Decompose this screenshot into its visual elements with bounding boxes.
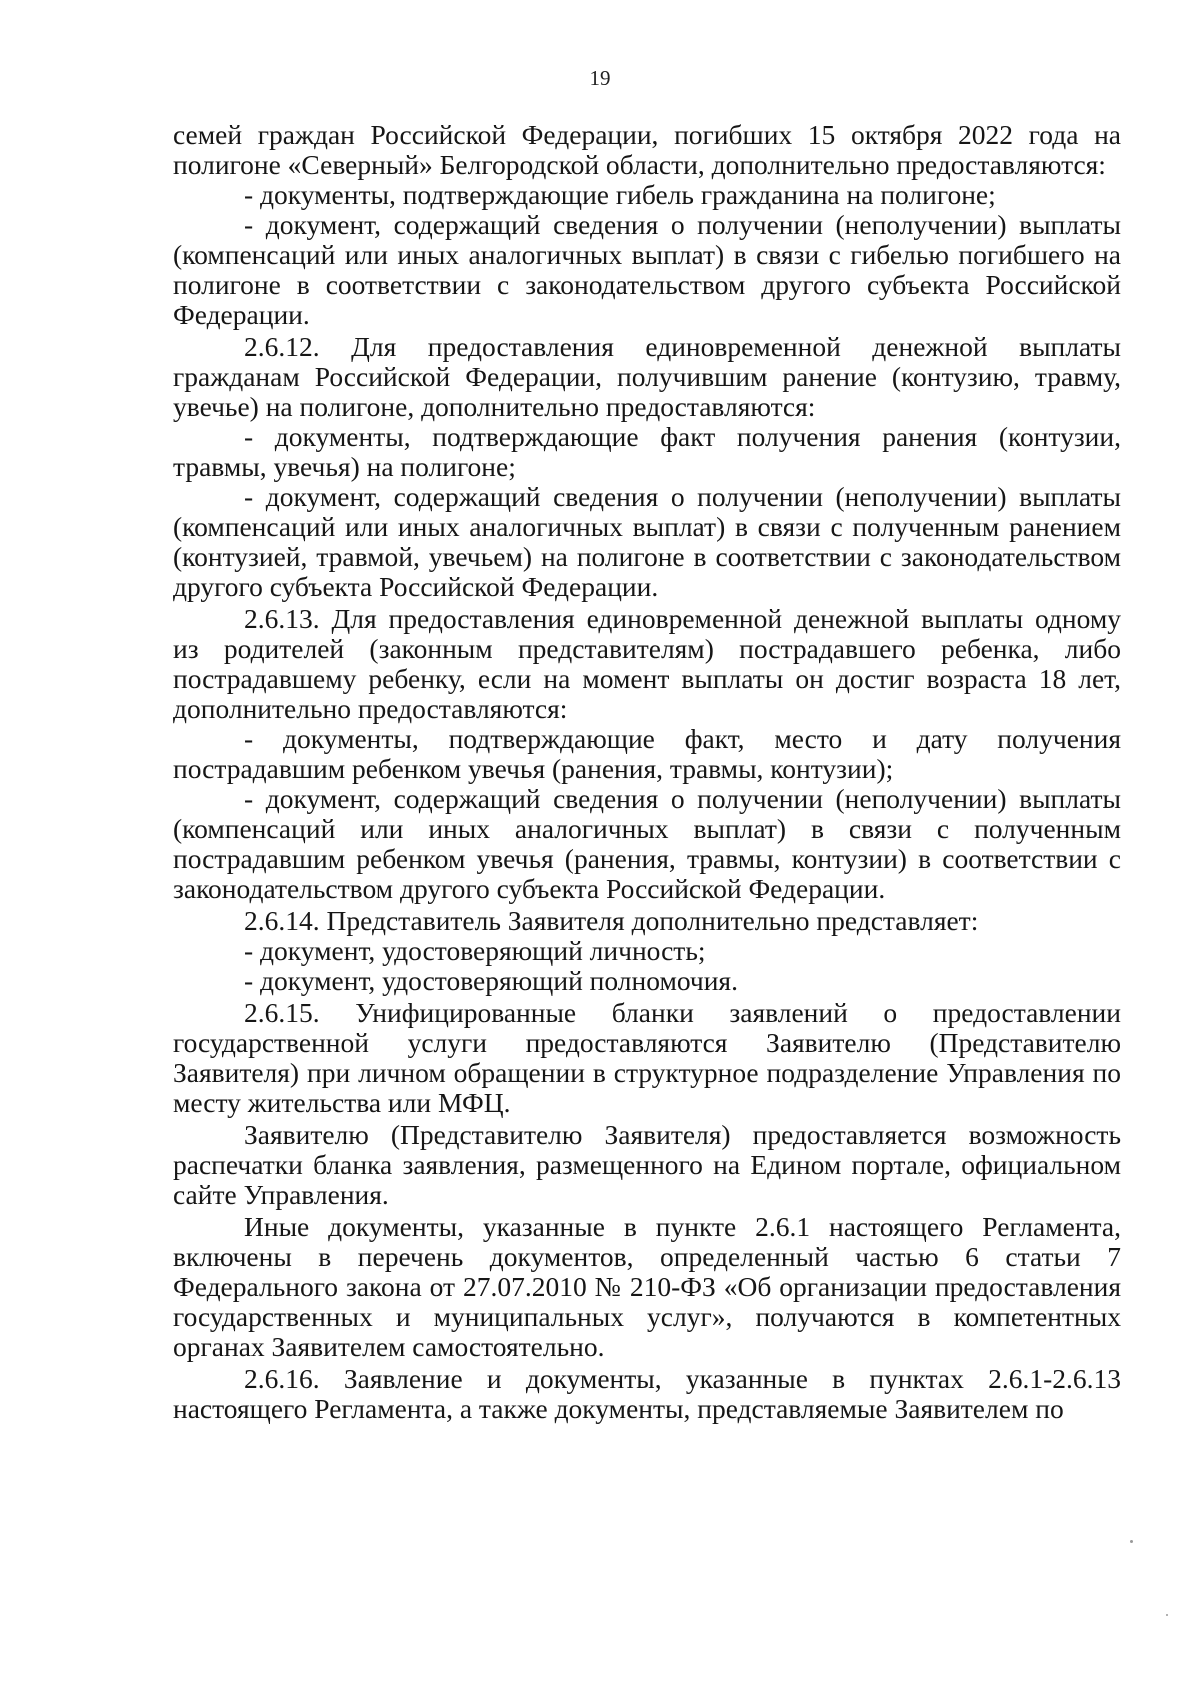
paragraph: Иные документы, указанные в пункте 2.6.1 настоящего Регламента, включены в перечень документов, определенный частью 6 статьи 7 Федерального закона от 27.07.2010 № 210-ФЗ «Об организации предоставления государственных и муниципальных услуг», получаются в компетентных органах Заявителем самостоятельно. xyxy=(173,1211,1121,1362)
page-number: 19 xyxy=(589,66,611,90)
paragraph: - документ, содержащий сведения о получении (неполучении) выплаты (компенсаций или иных аналогичных выплат) в связи с полученным ранением (контузией, травмой, увечьем) на полигоне в соответствии с законодательством другого субъекта Российской Федерации. xyxy=(173,481,1121,602)
paragraph: - документ, содержащий сведения о получении (неполучении) выплаты (компенсаций или иных аналогичных выплат) в связи с полученным пострадавшим ребенком увечья (ранения, травмы, контузии) в соответствии с законодательством другого субъекта Российской Федерации. xyxy=(173,783,1121,904)
paragraph: 2.6.14. Представитель Заявителя дополнительно представляет: xyxy=(244,905,979,936)
paragraph: 2.6.12. Для предоставления единовременной денежной выплаты гражданам Российской Федерации, получившим ранение (контузию, травму, увечье) на полигоне, дополнительно предоставляются: xyxy=(173,331,1121,422)
paragraph: 2.6.15. Унифицированные бланки заявлений о предоставлении государственной услуги предоставляются Заявителю (Представителю Заявителя) при личном обращении в структурное подразделение Управления по месту жительства или МФЦ. xyxy=(173,997,1121,1118)
paragraph: - документ, содержащий сведения о получении (неполучении) выплаты (компенсаций или иных аналогичных выплат) в связи с гибелью погибшего на полигоне в соответствии с законодательством другого субъекта Российской Федерации. xyxy=(173,209,1121,330)
paragraph: - документы, подтверждающие факт, место и дату получения пострадавшим ребенком увечья (ранения, травмы, контузии); xyxy=(173,723,1121,784)
paragraph: Заявителю (Представителю Заявителя) предоставляется возможность распечатки бланка заявления, размещенного на Едином портале, официальном сайте Управления. xyxy=(173,1119,1121,1210)
scan-speck xyxy=(1166,1614,1168,1616)
paragraph: - документ, удостоверяющий личность; xyxy=(244,935,706,966)
paragraph: семей граждан Российской Федерации, погибших 15 октября 2022 года на полигоне «Северный» Белгородской области, дополнительно предоставляются: xyxy=(173,119,1121,180)
paragraph: - документы, подтверждающие гибель гражданина на полигоне; xyxy=(244,179,996,210)
paragraph: - документ, удостоверяющий полномочия. xyxy=(244,965,738,996)
paragraph: 2.6.13. Для предоставления единовременной денежной выплаты одному из родителей (законным представителям) пострадавшего ребенка, либо пострадавшему ребенку, если на момент выплаты он достиг возраста 18 лет, дополнительно предоставляются: xyxy=(173,603,1121,724)
paragraph: - документы, подтверждающие факт получения ранения (контузии, травмы, увечья) на полигоне; xyxy=(173,421,1121,482)
document-body xyxy=(173,120,1121,1424)
scan-speck xyxy=(1130,1540,1133,1543)
paragraph: 2.6.16. Заявление и документы, указанные в пунктах 2.6.1-2.6.13 настоящего Регламента, а также документы, представляемые Заявителем по xyxy=(173,1363,1121,1424)
